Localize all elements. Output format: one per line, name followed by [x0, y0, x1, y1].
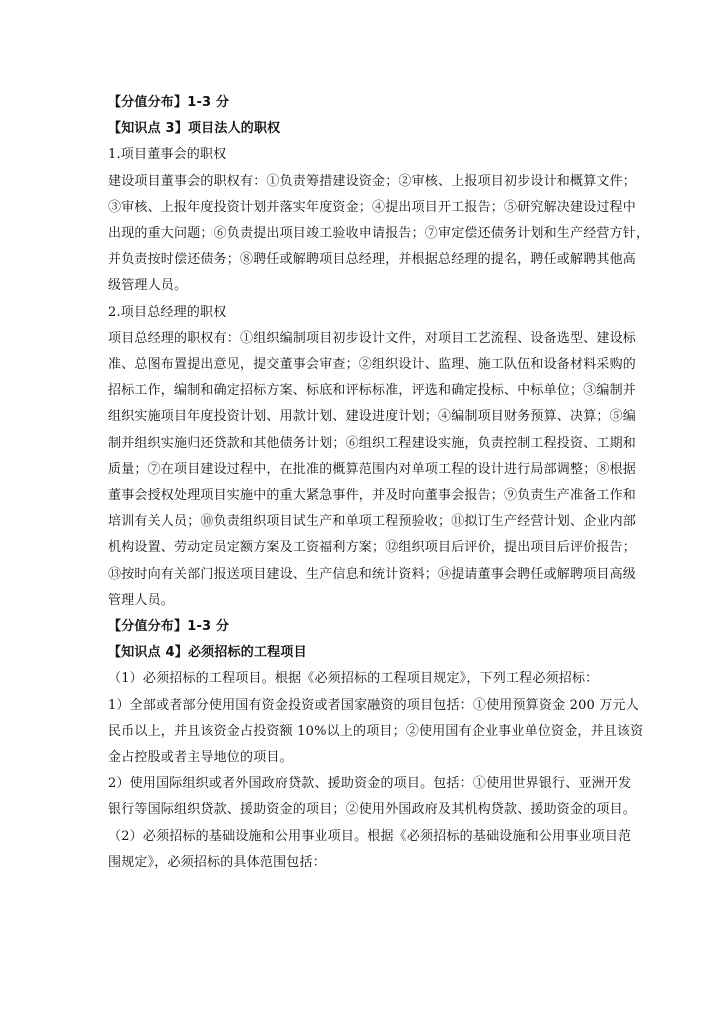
manager-powers-subheading: 2.项目总经理的职权: [108, 304, 227, 320]
paragraph-line: （2）必须招标的基础设施和公用事业项目。根据《必须招标的基础设施和公用事业项目范: [108, 828, 632, 844]
document-page: [108, 90, 650, 876]
paragraph-line: 级管理人员。: [108, 278, 188, 294]
paragraph-line: 培训有关人员；⑩负责组织项目试生产和单项工程预验收；⑪拟订生产经营计划、企业内部: [108, 514, 637, 530]
paragraph-line: 民币以上，并且该资金占投资额 10%以上的项目；②使用国有企业事业单位资金，并且该资: [108, 723, 644, 739]
paragraph-line: 围规定》，必须招标的具体范围包括：: [108, 854, 326, 870]
paragraph-line: 并负责按时偿还债务；⑧聘任或解聘项目总经理，并根据总经理的提名，聘任或解聘其他高: [108, 252, 637, 268]
paragraph-line: 银行等国际组织贷款、援助资金的项目；②使用外国政府及其机构贷款、援助资金的项目。: [108, 802, 637, 818]
paragraph-line: 招标工作，编制和确定招标方案、标底和评标标准，评选和确定投标、中标单位；③编制并: [108, 383, 637, 399]
paragraph-line: 质量；⑦在项目建设过程中，在批准的概算范围内对单项工程的设计进行局部调整；⑧根据: [108, 461, 637, 477]
paragraph-line: 董事会授权处理项目实施中的重大紧急事件，并及时向董事会报告；⑨负责生产准备工作和: [108, 488, 637, 504]
paragraph-line: 1）全部或者部分使用国有资金投资或者国家融资的项目包括：①使用预算资金 200 万元人: [108, 697, 639, 713]
paragraph-line: 出现的重大问题；⑥负责提出项目竣工验收申请报告；⑦审定偿还债务计划和生产经营方针，: [108, 226, 650, 242]
board-powers-paragraph: [108, 169, 650, 300]
knowledge-point-4-heading: 【知识点 4】必须招标的工程项目: [108, 645, 307, 661]
manager-powers-paragraph: [108, 326, 637, 614]
foreign-loan-projects-paragraph: [108, 771, 637, 823]
paragraph-line: 项目总经理的职权有：①组织编制项目初步设计文件，对项目工艺流程、设备选型、建设标: [108, 330, 637, 346]
paragraph-line: ③审核、上报年度投资计划并落实年度资金；④提出项目开工报告；⑤研究解决建设过程中: [108, 199, 637, 215]
paragraph-line: ⑬按时向有关部门报送项目建设、生产信息和统计资料；⑭提请董事会聘任或解聘项目高级: [108, 566, 637, 582]
mandatory-bidding-intro: （1）必须招标的工程项目。根据《必须招标的工程项目规定》，下列工程必须招标：: [108, 671, 599, 687]
paragraph-line: 制并组织实施归还贷款和其他债务计划；⑥组织工程建设实施，负责控制工程投资、工期和: [108, 435, 637, 451]
paragraph-line: 组织实施项目年度投资计划、用款计划、建设进度计划；④编制项目财务预算、决算；⑤编: [108, 409, 637, 425]
board-powers-subheading: 1.项目董事会的职权: [108, 147, 227, 163]
paragraph-line: 建设项目董事会的职权有：①负责筹措建设资金；②审核、上报项目初步设计和概算文件；: [108, 173, 637, 189]
state-funded-projects-paragraph: [108, 693, 644, 772]
paragraph-line: 管理人员。: [108, 592, 175, 608]
paragraph-line: 2）使用国际组织或者外国政府贷款、援助资金的项目。包括：①使用世界银行、亚洲开发: [108, 776, 632, 792]
knowledge-point-3-heading: 【知识点 3】项目法人的职权: [108, 121, 281, 137]
paragraph-line: 金占控股或者主导地位的项目。: [108, 750, 293, 766]
score-distribution-heading: 【分值分布】1-3 分: [108, 95, 230, 110]
paragraph-line: 机构设置、劳动定员定额方案及工资福利方案；⑫组织项目后评价，提出项目后评价报告；: [108, 540, 637, 556]
infrastructure-projects-paragraph: [108, 824, 632, 876]
paragraph-line: 准、总图布置提出意见，提交董事会审查；②组织设计、监理、施工队伍和设备材料采购的: [108, 357, 637, 373]
score-distribution-heading-2: 【分值分布】1-3 分: [108, 619, 230, 635]
